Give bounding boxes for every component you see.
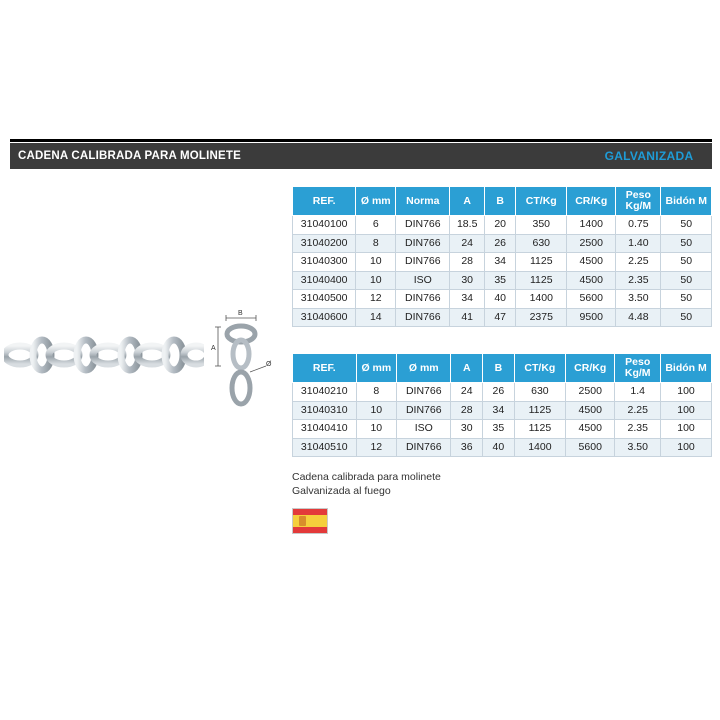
table-row xyxy=(293,253,712,272)
cell-cr: 2500 xyxy=(566,383,615,402)
header-spacer xyxy=(300,143,586,169)
cell-ref: 31040210 xyxy=(293,383,357,402)
cell-a: 28 xyxy=(450,253,485,272)
col-peso-line2: Kg/M xyxy=(625,200,652,213)
col-peso-line2: Kg/M xyxy=(624,367,651,380)
cell-peso: 1.40 xyxy=(616,234,661,253)
table-row xyxy=(293,216,712,235)
col-ct: CT/Kg xyxy=(514,354,565,383)
cell-norma: ISO xyxy=(397,420,451,439)
cell-cr: 2500 xyxy=(567,234,616,253)
cell-bidon: 100 xyxy=(661,438,712,457)
cell-diameter: 10 xyxy=(356,253,396,272)
dimension-diagram xyxy=(210,310,282,430)
table-row xyxy=(293,401,712,420)
cell-norma: DIN766 xyxy=(396,234,450,253)
product-caption xyxy=(292,470,441,498)
col-bidon: Bidón M xyxy=(661,354,712,383)
cell-a: 36 xyxy=(451,438,483,457)
cell-diameter: 12 xyxy=(356,438,396,457)
cell-norma: DIN766 xyxy=(396,290,450,309)
diagram-label-a: A xyxy=(211,345,216,352)
cell-diameter: 12 xyxy=(356,290,396,309)
cell-b: 26 xyxy=(485,234,516,253)
table-header-row xyxy=(293,354,712,383)
cell-ref: 31040410 xyxy=(293,420,357,439)
cell-a: 24 xyxy=(450,234,485,253)
cell-ref: 31040300 xyxy=(293,253,356,272)
col-a: A xyxy=(451,354,483,383)
spain-flag-icon xyxy=(292,508,328,534)
cell-b: 40 xyxy=(485,290,516,309)
cell-ref: 31040100 xyxy=(293,216,356,235)
cell-peso: 0.75 xyxy=(616,216,661,235)
cell-bidon: 50 xyxy=(661,216,712,235)
cell-diameter: 14 xyxy=(356,308,396,327)
cell-diameter: 10 xyxy=(356,420,396,439)
table-row xyxy=(293,308,712,327)
cell-cr: 4500 xyxy=(566,401,615,420)
caption-line-2: Galvanizada al fuego xyxy=(292,485,391,498)
cell-a: 28 xyxy=(451,401,483,420)
cell-a: 30 xyxy=(450,271,485,290)
cell-b: 35 xyxy=(485,271,516,290)
cell-b: 47 xyxy=(485,308,516,327)
cell-ct: 1125 xyxy=(516,253,567,272)
col-peso-line1: Peso xyxy=(625,189,651,201)
cell-b: 26 xyxy=(483,383,515,402)
cell-cr: 4500 xyxy=(567,271,616,290)
cell-bidon: 100 xyxy=(661,420,712,439)
cell-norma: DIN766 xyxy=(396,216,450,235)
col-a: A xyxy=(450,187,485,216)
cell-cr: 5600 xyxy=(567,290,616,309)
cell-a: 34 xyxy=(450,290,485,309)
header-bar xyxy=(10,143,712,169)
table-row xyxy=(293,420,712,439)
cell-peso: 3.50 xyxy=(615,438,661,457)
table-row xyxy=(293,271,712,290)
cell-peso: 2.35 xyxy=(615,420,661,439)
col-cr: CR/Kg xyxy=(566,354,615,383)
cell-peso: 4.48 xyxy=(616,308,661,327)
cell-diameter: 6 xyxy=(356,216,396,235)
cell-norma: ISO xyxy=(396,271,450,290)
cell-ct: 2375 xyxy=(516,308,567,327)
cell-ct: 1125 xyxy=(514,420,565,439)
cell-b: 35 xyxy=(483,420,515,439)
col-b: B xyxy=(483,354,515,383)
col-diameter-2: Ø mm xyxy=(397,354,451,383)
cell-norma: DIN766 xyxy=(397,401,451,420)
diagram-label-b: B xyxy=(238,310,243,317)
cell-ct: 1125 xyxy=(516,271,567,290)
specs-table-drum-50 xyxy=(292,186,712,327)
cell-peso: 3.50 xyxy=(616,290,661,309)
cell-norma: DIN766 xyxy=(397,438,451,457)
col-ref: REF. xyxy=(293,187,356,216)
cell-cr: 9500 xyxy=(567,308,616,327)
col-bidon: Bidón M xyxy=(661,187,712,216)
cell-a: 41 xyxy=(450,308,485,327)
diagram-svg xyxy=(210,310,282,430)
cell-ref: 31040310 xyxy=(293,401,357,420)
cell-diameter: 10 xyxy=(356,401,396,420)
cell-b: 34 xyxy=(483,401,515,420)
chain-illustration xyxy=(4,322,204,388)
cell-ct: 350 xyxy=(516,216,567,235)
cell-diameter: 8 xyxy=(356,383,396,402)
cell-diameter: 8 xyxy=(356,234,396,253)
cell-ct: 1400 xyxy=(516,290,567,309)
col-ct: CT/Kg xyxy=(516,187,567,216)
cell-bidon: 50 xyxy=(661,253,712,272)
cell-a: 30 xyxy=(451,420,483,439)
cell-norma: DIN766 xyxy=(397,383,451,402)
cell-ct: 1400 xyxy=(514,438,565,457)
cell-peso: 2.25 xyxy=(616,253,661,272)
cell-a: 24 xyxy=(451,383,483,402)
col-cr: CR/Kg xyxy=(567,187,616,216)
cell-bidon: 100 xyxy=(661,383,712,402)
table-row xyxy=(293,290,712,309)
cell-b: 40 xyxy=(483,438,515,457)
cell-peso: 2.25 xyxy=(615,401,661,420)
cell-peso: 2.35 xyxy=(616,271,661,290)
cell-ct: 630 xyxy=(516,234,567,253)
col-peso xyxy=(615,354,661,383)
cell-ref: 31040400 xyxy=(293,271,356,290)
status-badge: GALVANIZADA xyxy=(586,143,712,169)
col-peso xyxy=(616,187,661,216)
cell-ref: 31040510 xyxy=(293,438,357,457)
col-ref: REF. xyxy=(293,354,357,383)
table-row xyxy=(293,438,712,457)
cell-peso: 1.4 xyxy=(615,383,661,402)
cell-cr: 4500 xyxy=(566,420,615,439)
diagram-label-diameter: Ø xyxy=(266,361,272,368)
flag-crest-icon xyxy=(299,516,306,526)
col-norma: Norma xyxy=(396,187,450,216)
cell-a: 18.5 xyxy=(450,216,485,235)
table-row xyxy=(293,234,712,253)
col-b: B xyxy=(485,187,516,216)
col-diameter: Ø mm xyxy=(356,354,396,383)
cell-cr: 4500 xyxy=(567,253,616,272)
cell-bidon: 50 xyxy=(661,271,712,290)
cell-b: 20 xyxy=(485,216,516,235)
header-rule xyxy=(10,139,712,142)
cell-ref: 31040200 xyxy=(293,234,356,253)
cell-bidon: 100 xyxy=(661,401,712,420)
chain-svg xyxy=(4,322,204,388)
cell-ref: 31040500 xyxy=(293,290,356,309)
table-row xyxy=(293,383,712,402)
cell-diameter: 10 xyxy=(356,271,396,290)
col-diameter: Ø mm xyxy=(356,187,396,216)
cell-cr: 1400 xyxy=(567,216,616,235)
cell-bidon: 50 xyxy=(661,234,712,253)
col-peso-line1: Peso xyxy=(625,356,651,368)
table-header-row xyxy=(293,187,712,216)
page-title: CADENA CALIBRADA PARA MOLINETE xyxy=(10,143,300,169)
cell-bidon: 50 xyxy=(661,290,712,309)
cell-ref: 31040600 xyxy=(293,308,356,327)
cell-ct: 630 xyxy=(514,383,565,402)
caption-line-1: Cadena calibrada para molinete xyxy=(292,471,441,483)
cell-bidon: 50 xyxy=(661,308,712,327)
cell-norma: DIN766 xyxy=(396,308,450,327)
specs-table-drum-100 xyxy=(292,353,712,457)
cell-ct: 1125 xyxy=(514,401,565,420)
cell-cr: 5600 xyxy=(566,438,615,457)
cell-norma: DIN766 xyxy=(396,253,450,272)
cell-b: 34 xyxy=(485,253,516,272)
